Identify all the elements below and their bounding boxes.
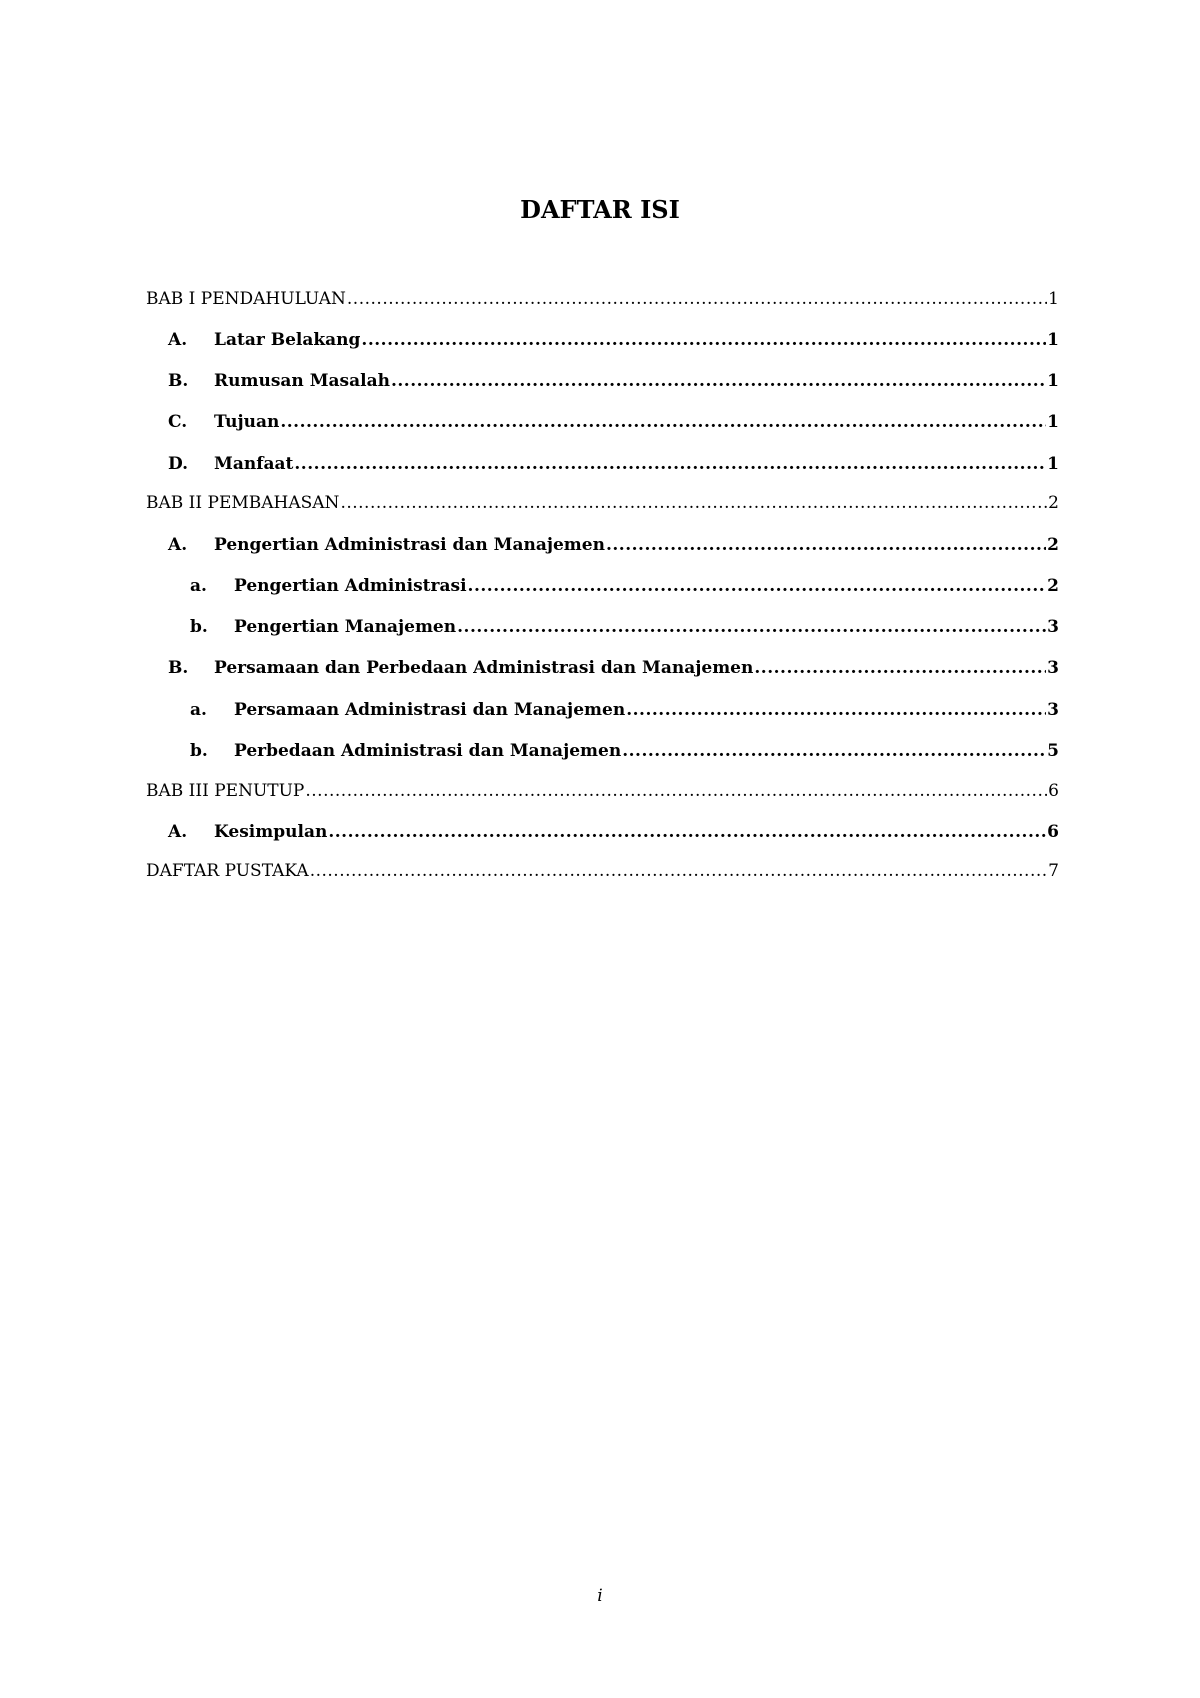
toc-entry-rumusan-masalah[interactable] — [168, 369, 1059, 393]
toc-dot-leader — [391, 369, 1046, 393]
toc-entry-marker: b. — [190, 741, 208, 761]
toc-entry-label: Pengertian Administrasi — [234, 576, 467, 596]
toc-entry-label: BAB I PENDAHULUAN — [146, 289, 346, 309]
toc-dot-leader — [754, 656, 1046, 680]
toc-entry-page: 5 — [1047, 741, 1059, 761]
toc-entry-page: 1 — [1047, 412, 1059, 432]
toc-entry-marker: A. — [168, 330, 188, 350]
toc-entry-marker: D. — [168, 454, 189, 474]
toc-entry-page: 6 — [1047, 822, 1059, 842]
toc-entry-marker: B. — [168, 658, 189, 678]
toc-entry-marker: a. — [190, 576, 207, 596]
toc-entry-latar-belakang[interactable] — [168, 328, 1059, 352]
toc-entry-label: Rumusan Masalah — [214, 371, 390, 391]
toc-entry-persamaan-administrasi-dan-manajemen[interactable] — [190, 698, 1059, 722]
toc-entry-page: 1 — [1047, 454, 1059, 474]
page-title: DAFTAR ISI — [520, 195, 680, 224]
toc-entry-page: 3 — [1047, 617, 1059, 637]
toc-entry-daftar-pustaka[interactable] — [146, 859, 1059, 883]
toc-entry-page: 2 — [1047, 576, 1059, 596]
page-number: i — [597, 1586, 603, 1606]
toc-entry-persamaan-dan-perbedaan[interactable] — [168, 656, 1059, 680]
toc-dot-leader — [328, 820, 1046, 844]
toc-entry-page: 1 — [1047, 371, 1059, 391]
toc-entry-page: 1 — [1048, 289, 1059, 309]
toc-entry-bab-2[interactable] — [146, 491, 1059, 515]
toc-dot-leader — [347, 287, 1047, 311]
toc-dot-leader — [457, 615, 1046, 639]
toc-dot-leader — [626, 698, 1046, 722]
toc-entry-page: 3 — [1047, 700, 1059, 720]
toc-dot-leader — [294, 452, 1046, 476]
toc-entry-pengertian-administrasi-dan-manajemen[interactable] — [168, 533, 1059, 557]
toc-entry-label: BAB II PEMBAHASAN — [146, 493, 340, 513]
toc-entry-marker: A. — [168, 822, 188, 842]
toc-entry-bab-1[interactable] — [146, 287, 1059, 311]
toc-entry-marker: B. — [168, 371, 189, 391]
toc-entry-pengertian-administrasi[interactable] — [190, 574, 1059, 598]
toc-entry-label: Latar Belakang — [214, 330, 361, 350]
toc-entry-marker: A. — [168, 535, 188, 555]
toc-entry-page: 2 — [1047, 535, 1059, 555]
toc-entry-page: 6 — [1048, 781, 1059, 801]
toc-entry-label: Pengertian Manajemen — [234, 617, 457, 637]
toc-entry-label: Persamaan dan Perbedaan Administrasi dan Manajemen — [214, 658, 754, 678]
toc-entry-tujuan[interactable] — [168, 410, 1059, 434]
toc-entry-label: Kesimpulan — [214, 822, 328, 842]
toc-entry-marker: C. — [168, 412, 188, 432]
toc-dot-leader — [340, 491, 1047, 515]
toc-dot-leader — [310, 859, 1047, 883]
toc-dot-leader — [361, 328, 1046, 352]
toc-entry-pengertian-manajemen[interactable] — [190, 615, 1059, 639]
toc-entry-page: 1 — [1047, 330, 1059, 350]
toc-dot-leader — [305, 779, 1047, 803]
toc-dot-leader — [622, 739, 1046, 763]
toc-entry-kesimpulan[interactable] — [168, 820, 1059, 844]
toc-entry-label: BAB III PENUTUP — [146, 781, 305, 801]
toc-dot-leader — [606, 533, 1046, 557]
toc-entry-label: Pengertian Administrasi dan Manajemen — [214, 535, 605, 555]
toc-entry-label: Persamaan Administrasi dan Manajemen — [234, 700, 626, 720]
toc-dot-leader — [468, 574, 1047, 598]
toc-dot-leader — [280, 410, 1046, 434]
toc-entry-perbedaan-administrasi-dan-manajemen[interactable] — [190, 739, 1059, 763]
toc-entry-marker: b. — [190, 617, 208, 637]
toc-entry-label: Perbedaan Administrasi dan Manajemen — [234, 741, 622, 761]
toc-entry-marker: a. — [190, 700, 207, 720]
toc-entry-manfaat[interactable] — [168, 452, 1059, 476]
toc-entry-page: 3 — [1047, 658, 1059, 678]
toc-entry-label: Manfaat — [214, 454, 294, 474]
toc-entry-page: 2 — [1048, 493, 1059, 513]
toc-entry-label: DAFTAR PUSTAKA — [146, 861, 309, 881]
toc-entry-page: 7 — [1048, 861, 1059, 881]
toc-entry-label: Tujuan — [214, 412, 280, 432]
toc-entry-bab-3[interactable] — [146, 779, 1059, 803]
